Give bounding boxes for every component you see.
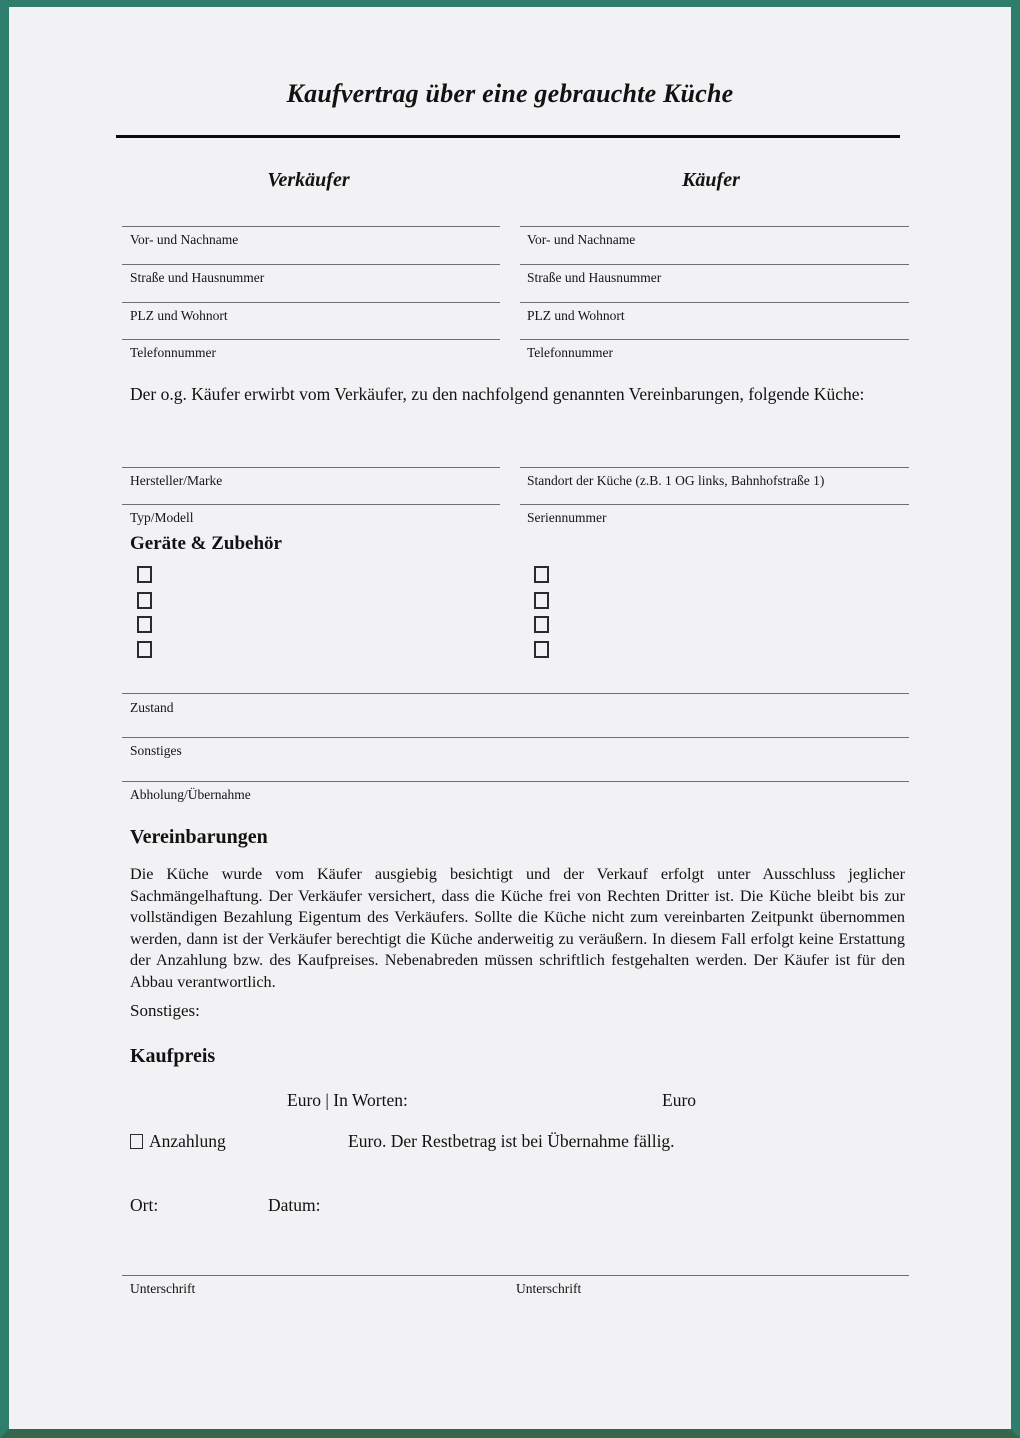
seller-street-label: Straße und Hausnummer xyxy=(130,270,265,285)
appliance-checkbox-left-3[interactable] xyxy=(137,616,152,633)
pickup-label: Abholung/Übernahme xyxy=(130,787,251,802)
serial-label: Seriennummer xyxy=(527,510,607,525)
seller-street-line[interactable] xyxy=(122,264,500,265)
seller-name-label: Vor- und Nachname xyxy=(130,232,239,247)
buyer-city-line[interactable] xyxy=(520,302,909,303)
signature-divider[interactable] xyxy=(122,1275,909,1276)
appliance-checkbox-left-2[interactable] xyxy=(137,592,152,609)
buyer-name-line[interactable] xyxy=(520,226,909,227)
price-euro-label: Euro xyxy=(662,1090,697,1110)
appliance-checkbox-right-3[interactable] xyxy=(534,616,549,633)
price-heading: Kaufpreis xyxy=(130,1045,216,1067)
buyer-street-label: Straße und Hausnummer xyxy=(527,270,662,285)
pickup-line[interactable] xyxy=(122,781,909,782)
location-label: Standort der Küche (z.B. 1 OG links, Bahnhofstraße 1) xyxy=(527,473,825,488)
signature-right-label: Unterschrift xyxy=(516,1281,582,1296)
agreements-heading: Vereinbarungen xyxy=(130,826,268,848)
price-euro-in-words-label: Euro | In Worten: xyxy=(287,1090,408,1110)
misc-line[interactable] xyxy=(122,737,909,738)
model-line[interactable] xyxy=(122,504,500,505)
appliance-checkbox-left-1[interactable] xyxy=(137,566,152,583)
buyer-phone-line[interactable] xyxy=(520,339,909,340)
buyer-heading: Käufer xyxy=(682,169,740,191)
seller-city-line[interactable] xyxy=(122,302,500,303)
place-label: Ort: xyxy=(130,1195,159,1215)
down-payment-option[interactable] xyxy=(130,1131,226,1152)
down-payment-label: Anzahlung xyxy=(149,1131,226,1151)
document-sheet xyxy=(9,7,1011,1429)
down-payment-rest-text: Euro. Der Restbetrag ist bei Übernahme fällig. xyxy=(348,1131,675,1151)
manufacturer-line[interactable] xyxy=(122,467,500,468)
serial-line[interactable] xyxy=(520,504,909,505)
seller-city-label: PLZ und Wohnort xyxy=(130,308,228,323)
appliance-checkbox-right-4[interactable] xyxy=(534,641,549,658)
agreements-misc-label: Sonstiges: xyxy=(130,1001,200,1020)
buyer-phone-label: Telefonnummer xyxy=(527,345,614,360)
price-row xyxy=(130,1090,910,1114)
anzahlung-checkbox[interactable] xyxy=(130,1134,143,1149)
lead-paragraph: Der o.g. Käufer erwirbt vom Verkäufer, zu den nachfolgend genannten Vereinbarungen, folgende Küche: xyxy=(130,384,865,404)
appliances-heading: Geräte & Zubehör xyxy=(130,533,282,554)
date-label: Datum: xyxy=(268,1195,321,1215)
appliance-checkbox-left-4[interactable] xyxy=(137,641,152,658)
seller-phone-label: Telefonnummer xyxy=(130,345,217,360)
misc-label: Sonstiges xyxy=(130,743,182,758)
buyer-city-label: PLZ und Wohnort xyxy=(527,308,625,323)
appliance-checkbox-right-2[interactable] xyxy=(534,592,549,609)
seller-heading: Verkäufer xyxy=(267,169,350,191)
scan-artifact xyxy=(36,1399,58,1415)
buyer-street-line[interactable] xyxy=(520,264,909,265)
condition-label: Zustand xyxy=(130,700,174,715)
appliance-checkbox-right-1[interactable] xyxy=(534,566,549,583)
signature-left-label: Unterschrift xyxy=(130,1281,196,1296)
model-label: Typ/Modell xyxy=(130,510,194,525)
agreements-text: Die Küche wurde vom Käufer ausgiebig besichtigt und der Verkauf erfolgt unter Ausschluss jeglicher Sachmängelhaftung. Der Verkäufer versichert, dass die Küche frei von Rechten Dritter ist. Die Küche bleibt bis zur vollständigen Bezahlung Eigentum des Verkäufers. Sollte die Küche nicht zum vereinbarten Zeitpunkt übernommen werden, dann ist der Verkäufer berechtigt die Küche anderweitig zu veräußern. In diesem Fall erfolgt keine Erstattung der Anzahlung bzw. des Kaufpreises. Nebenabreden müssen schriftlich festgehalten werden. Der Käufer ist für den Abbau verantwortlich. xyxy=(130,865,905,991)
seller-phone-line[interactable] xyxy=(122,339,500,340)
down-payment-row xyxy=(130,1131,920,1157)
seller-name-line[interactable] xyxy=(122,226,500,227)
condition-line[interactable] xyxy=(122,693,909,694)
page-title: Kaufvertrag über eine gebrauchte Küche xyxy=(286,79,734,108)
location-line[interactable] xyxy=(520,467,909,468)
manufacturer-label: Hersteller/Marke xyxy=(130,473,223,488)
buyer-name-label: Vor- und Nachname xyxy=(527,232,636,247)
title-divider xyxy=(116,135,900,138)
